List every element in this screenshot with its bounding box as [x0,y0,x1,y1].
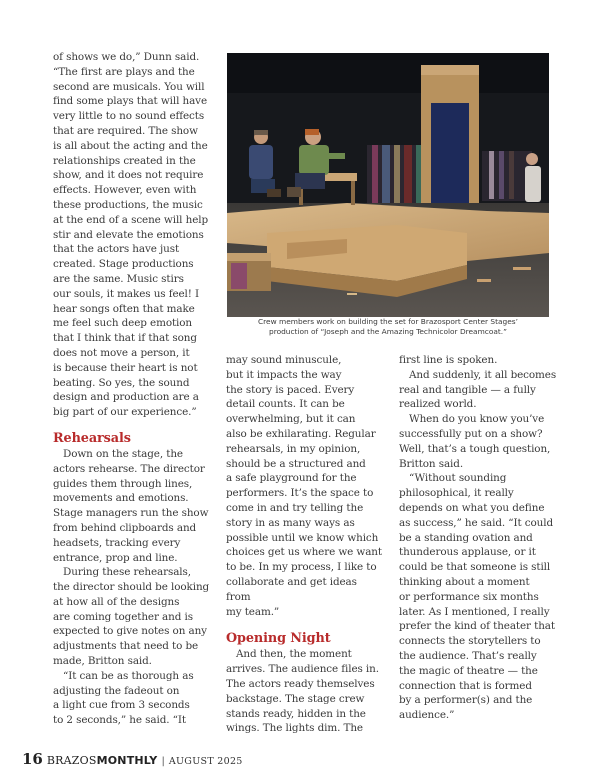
paragraph: of shows we do,” Dunn said. “The first are plays and the second are musicals. You will find some plays that will have very little to no sound effects that are required. The show is all about the acting and the relationships created in the show, and it does not require effects. However, even with these productions, the music at the end of a scene will help stir and elevate the emotions that the actors have just created. Stage productions are the same. Music stirs our souls, it makes us feel! I hear songs often that make me feel such deep emotion that I think that if that song does not move a person, it is because their heart is not beating. So yes, the sound design and production are a big part of our experience.” [53,51,209,419]
page-footer [22,750,243,768]
magazine-name-part2: MONTHLY [96,754,158,767]
issue-date: AUGUST 2025 [168,756,243,767]
footer-separator: | [161,756,165,767]
paragraph: first line is spoken. [399,354,498,366]
page-number: 16 [22,750,43,768]
section-heading-opening-night: Opening Night [226,631,331,647]
paragraph: “It can be as thorough as adjusting the fadeout on a light cue from 3 seconds to 2 seconds,” he said. “It [53,669,194,727]
paragraph: Down on the stage, the actors rehearse. The director guides them through lines, movements and emotions. Stage managers run the show from behind clipboards and headsets, tracking every entrance, prop and line. [53,447,209,564]
stage-crew-photo [227,53,549,317]
paragraph: And then, the moment arrives. The audience files in. The actors ready themselves backstage. The stage crew stands ready, hidden in the wings. The lights dim. The [226,648,379,735]
article-column-3 [399,353,559,723]
section-heading-rehearsals: Rehearsals [53,430,131,446]
paragraph: When do you know you’ve successfully put on a show? Well, that’s a tough question, Britton said. [399,413,551,470]
paragraph: “Without sounding philosophical, it really depends on what you define as success,” he said. “It could be a standing ovation and thunderous applause, or it could be that someone is still thinking about a moment or performance six months later. As I mentioned, I really prefer the kind of theater that connects the storytellers to the audience. That’s really the magic of theatre — the connection that is formed by a performer(s) and the audience.” [399,472,555,722]
article-column-1 [53,50,213,728]
paragraph: And suddenly, it all becomes real and tangible — a fully realized world. [399,368,557,411]
magazine-name-part1: BRAZOS [46,754,97,767]
paragraph: may sound minuscule, but it impacts the way the story is paced. Every detail counts. It can be overwhelming, but it can also be exhilarating. Regular rehearsals, in my opinion, should be a structured and a safe playground for the performers. It’s the space to come in and try telling the story in as many ways as possible until we know which choices get us where we want to be. In my process, I like to collaborate and get ideas from my team.” [226,354,382,618]
article-column-2 [226,353,384,736]
photo-caption: Crew members work on building the set for Brazosport Center Stages’ production of “Joseph and the Amazing Technicolor Dreamcoat.” [258,317,518,336]
paragraph: During these rehearsals, the director should be looking at how all of the designs are coming together and is expected to give notes on any adjustments that need to be made, Britton said. [53,566,210,668]
